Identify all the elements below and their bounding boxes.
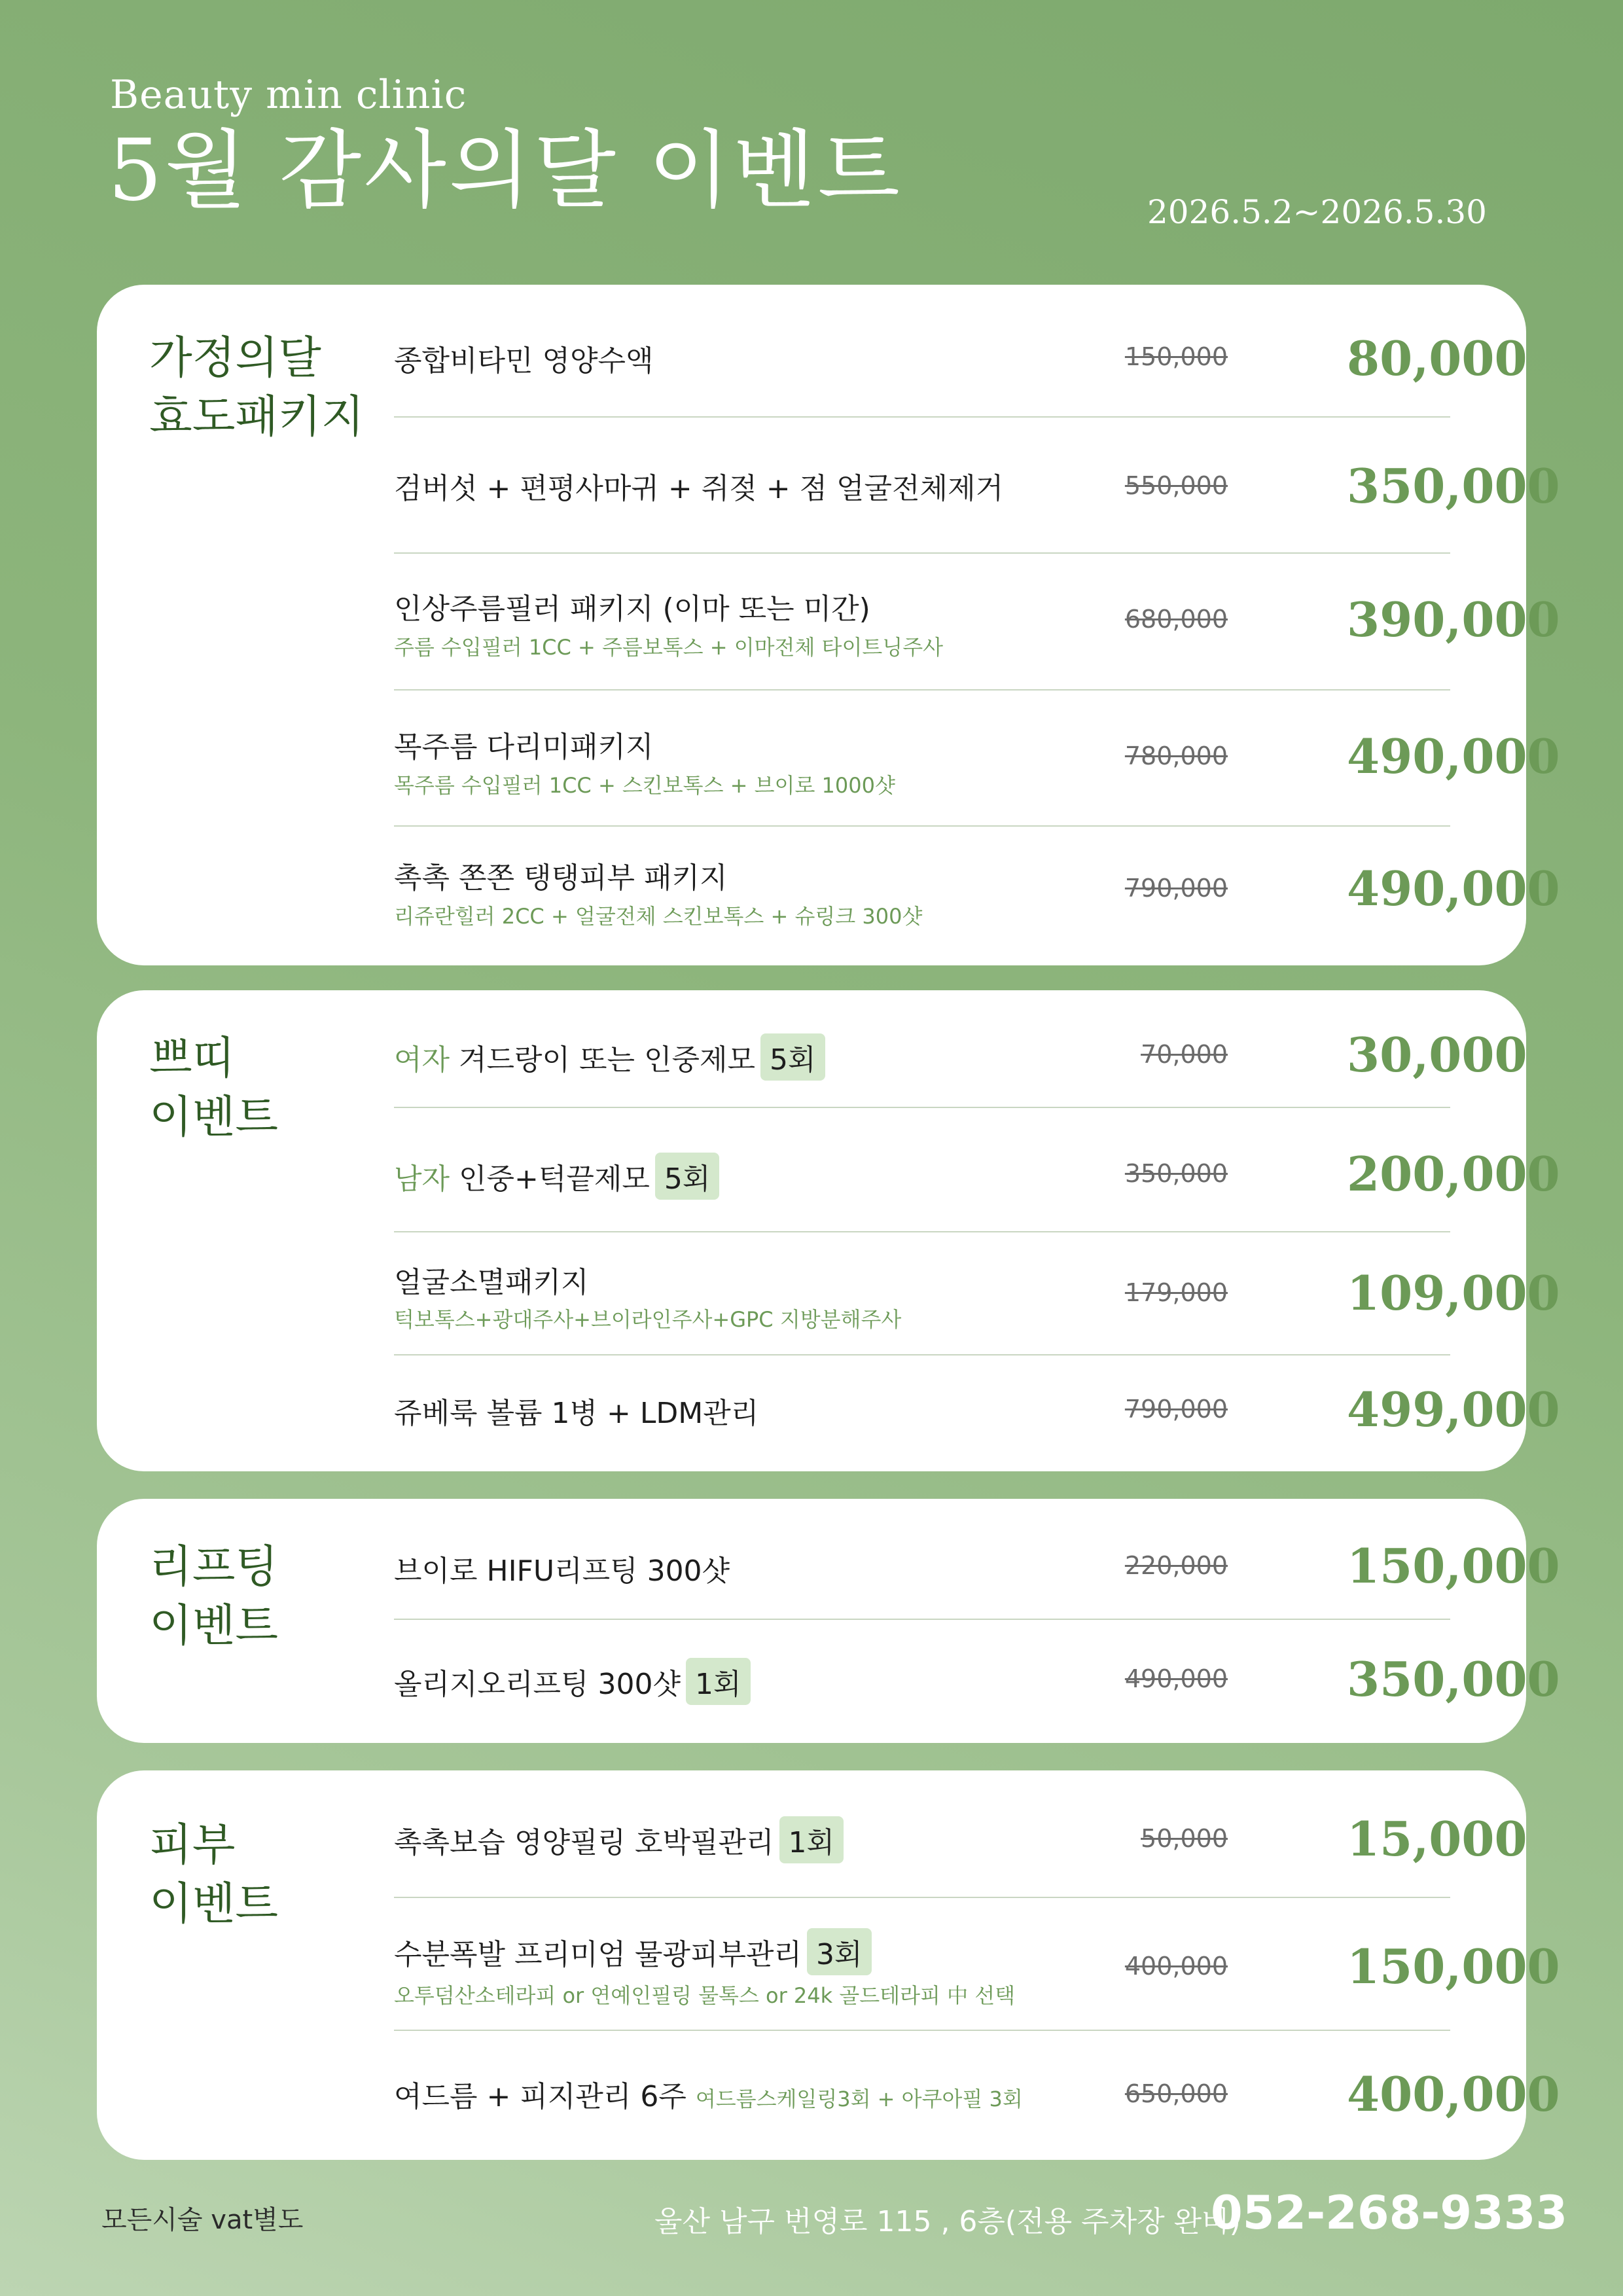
- item-description: 목주름 수입필러 1CC + 스킨보톡스 + 브이로 1000샷: [394, 773, 895, 798]
- original-price: 650,000: [1124, 2079, 1228, 2108]
- price-row[interactable]: [394, 2031, 1560, 2160]
- event-price: 15,000: [1347, 1811, 1527, 1867]
- original-price: 70,000: [1141, 1040, 1228, 1069]
- original-price: 400,000: [1124, 1952, 1228, 1981]
- gender-label: 여자: [394, 1043, 450, 1077]
- price-row[interactable]: [394, 827, 1560, 965]
- header-eyebrow: Beauty min clinic: [110, 72, 467, 118]
- item-name-text: 인중+턱끝제모: [450, 1162, 650, 1196]
- event-price: 30,000: [1347, 1027, 1527, 1083]
- section-card-petit: [97, 990, 1560, 1471]
- event-price: 490,000: [1347, 728, 1560, 784]
- item-name: [394, 2073, 1023, 2115]
- original-price: 350,000: [1124, 1159, 1228, 1188]
- event-price: 200,000: [1347, 1146, 1560, 1202]
- item-name: 얼굴소멸패키지: [394, 1266, 589, 1299]
- item-name: 목주름 다리미패키지: [394, 730, 654, 764]
- clinic-address: 울산 남구 번영로 115 , 6층(전용 주차장 완비): [654, 2205, 1241, 2238]
- original-price: 790,000: [1124, 874, 1228, 903]
- item-description: 여드름스케일링3회 + 아쿠아필 3회: [695, 2087, 1023, 2111]
- item-name: [394, 1816, 844, 1863]
- item-name: 촉촉 쫀쫀 탱탱피부 패키지: [394, 861, 728, 895]
- item-name: [394, 1033, 825, 1081]
- section-title-line: 리프팅: [149, 1541, 279, 1593]
- price-row[interactable]: [394, 691, 1560, 827]
- event-price: 150,000: [1347, 1939, 1560, 1994]
- original-price: 550,000: [1124, 471, 1228, 500]
- section-title-line: 이벤트: [149, 1878, 279, 1930]
- item-description: 리쥬란힐러 2CC + 얼굴전체 스킨보톡스 + 슈링크 300샷: [394, 904, 923, 929]
- price-row[interactable]: [394, 1898, 1560, 2031]
- item-name-text: 겨드랑이 또는 인중제모: [450, 1043, 756, 1077]
- item-name: 종합비타민 영양수액: [394, 344, 654, 378]
- price-row[interactable]: [394, 1770, 1527, 1898]
- original-price: 790,000: [1124, 1395, 1228, 1424]
- price-row[interactable]: [394, 1620, 1560, 1743]
- event-price: 80,000: [1347, 331, 1527, 386]
- original-price: 780,000: [1124, 742, 1228, 770]
- item-name: 브이로 HIFU리프팅 300샷: [394, 1554, 730, 1588]
- section-title-line: 가정의달: [149, 332, 321, 384]
- item-name-text: 여드름 + 피지관리 6주: [394, 2080, 687, 2113]
- item-description: 주름 수입필러 1CC + 주름보톡스 + 이마전체 타이트닝주사: [394, 635, 944, 660]
- section-title-line: 이벤트: [149, 1600, 279, 1652]
- event-price: 390,000: [1347, 592, 1560, 647]
- section-title: [149, 1030, 278, 1147]
- item-name-text: 수분폭발 프리미엄 물광피부관리: [394, 1938, 802, 1971]
- event-price: 400,000: [1347, 2066, 1560, 2122]
- item-name: 검버섯 + 편평사마귀 + 쥐젖 + 점 얼굴전체제거: [394, 472, 1004, 505]
- gender-label: 남자: [394, 1162, 450, 1196]
- item-name: [394, 1153, 719, 1200]
- price-row[interactable]: [394, 1108, 1560, 1232]
- section-card-lifting: [97, 1499, 1560, 1743]
- price-row[interactable]: [394, 1499, 1560, 1620]
- price-row[interactable]: [394, 1355, 1560, 1471]
- session-badge: 5회: [760, 1033, 825, 1081]
- session-badge: 1회: [686, 1658, 751, 1705]
- item-name: 쥬베룩 볼륨 1병 + LDM관리: [394, 1397, 759, 1430]
- item-name-text: 촉촉보습 영양필링 호박필관리: [394, 1826, 774, 1859]
- session-badge: 3회: [807, 1928, 872, 1975]
- event-price: 109,000: [1347, 1265, 1560, 1321]
- item-name: [394, 1658, 751, 1705]
- section-title: [149, 1538, 278, 1656]
- price-row[interactable]: [394, 990, 1527, 1108]
- price-row[interactable]: [394, 554, 1560, 691]
- section-title: [149, 1816, 278, 1934]
- original-price: 680,000: [1124, 605, 1228, 634]
- event-price: 490,000: [1347, 861, 1560, 916]
- section-card-family: [97, 285, 1560, 965]
- section-title-line: 피부: [149, 1820, 236, 1871]
- item-name: 인상주름필러 패키지 (이마 또는 미간): [394, 592, 870, 626]
- section-title: [149, 329, 364, 447]
- price-row[interactable]: [394, 285, 1527, 418]
- session-badge: 5회: [655, 1153, 720, 1200]
- original-price: 490,000: [1124, 1664, 1228, 1693]
- vat-note: 모든시술 vat별도: [101, 2205, 304, 2235]
- item-name-text: 올리지오리프팅 300샷: [394, 1668, 681, 1701]
- original-price: 150,000: [1124, 342, 1228, 371]
- item-name: [394, 1928, 872, 1975]
- section-title-line: 이벤트: [149, 1092, 279, 1143]
- event-price: 350,000: [1347, 458, 1560, 514]
- session-badge: 1회: [779, 1816, 844, 1863]
- original-price: 220,000: [1124, 1551, 1228, 1580]
- section-card-skin: [97, 1770, 1560, 2160]
- event-price: 350,000: [1347, 1651, 1560, 1707]
- section-title-line: 효도패키지: [149, 391, 365, 443]
- section-title-line: 쁘띠: [149, 1033, 236, 1085]
- item-description: 턱보톡스+광대주사+브이라인주사+GPC 지방분해주사: [394, 1307, 902, 1332]
- item-description: 오투덤산소테라피 or 연예인필링 물톡스 or 24k 골드테라피 中 선택: [394, 1983, 1016, 2008]
- price-row[interactable]: [394, 1232, 1560, 1355]
- event-period: 2026.5.2~2026.5.30: [1147, 193, 1487, 231]
- original-price: 50,000: [1141, 1824, 1228, 1853]
- original-price: 179,000: [1124, 1278, 1228, 1307]
- event-price: 499,000: [1347, 1382, 1560, 1437]
- page-title: 5월 감사의달 이벤트: [108, 120, 902, 220]
- event-price: 150,000: [1347, 1538, 1560, 1594]
- price-row[interactable]: [394, 418, 1560, 554]
- clinic-phone[interactable]: 052-268-9333: [1211, 2186, 1568, 2240]
